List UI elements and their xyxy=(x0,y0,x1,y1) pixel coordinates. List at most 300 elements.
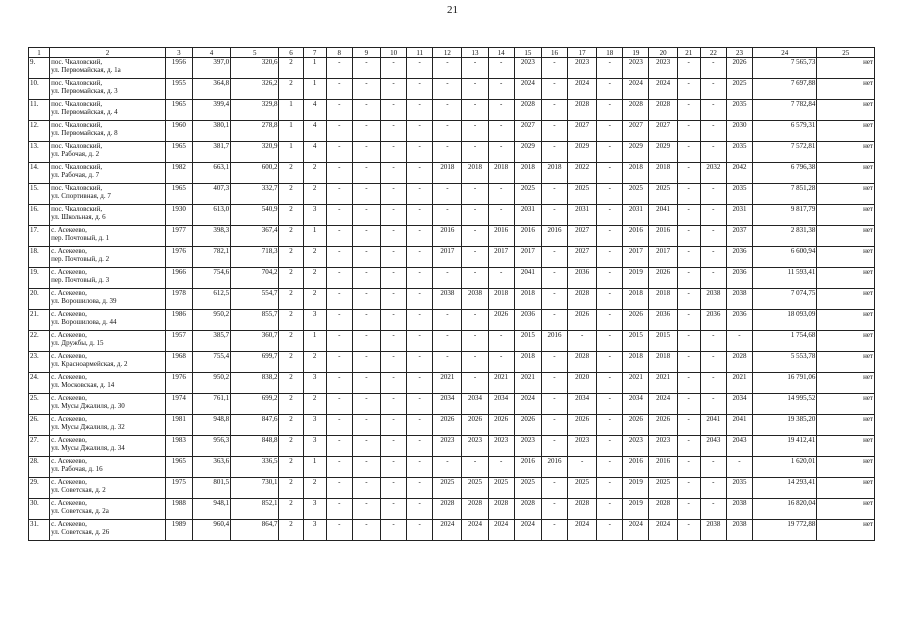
value-cell: 699,7 xyxy=(231,352,279,373)
row-number: 10. xyxy=(29,79,50,100)
value-cell: нет xyxy=(817,331,875,352)
table-row xyxy=(29,457,875,478)
value-cell: 2 xyxy=(279,184,303,205)
value-cell: 1965 xyxy=(165,142,192,163)
address-street: ул. Мусы Джалиля, д. 32 xyxy=(51,423,125,431)
address-locality: с. Асекеево, xyxy=(51,310,87,318)
value-cell: - xyxy=(541,520,567,541)
value-cell: 2026 xyxy=(726,58,752,79)
value-cell: - xyxy=(677,226,700,247)
value-cell: нет xyxy=(817,373,875,394)
value-cell: 2 xyxy=(279,226,303,247)
value-cell: 2 xyxy=(279,247,303,268)
value-cell: - xyxy=(462,247,488,268)
value-cell: - xyxy=(700,457,726,478)
address-cell xyxy=(50,268,166,289)
table-row xyxy=(29,331,875,352)
value-cell: 1 xyxy=(279,100,303,121)
value-cell: - xyxy=(433,142,462,163)
value-cell: - xyxy=(326,478,352,499)
value-cell: 2031 xyxy=(726,205,752,226)
address-cell xyxy=(50,415,166,436)
value-cell: 2025 xyxy=(568,478,597,499)
value-cell: - xyxy=(462,79,488,100)
row-number: 9. xyxy=(29,58,50,79)
address-street: ул. Мусы Джалиля, д. 34 xyxy=(51,444,125,452)
value-cell: - xyxy=(433,310,462,331)
value-cell: 2 xyxy=(303,289,326,310)
value-cell: 730,1 xyxy=(231,478,279,499)
value-cell: 2026 xyxy=(488,310,514,331)
value-cell: - xyxy=(677,247,700,268)
table-row xyxy=(29,142,875,163)
value-cell: 699,2 xyxy=(231,394,279,415)
value-cell: - xyxy=(700,121,726,142)
value-cell: - xyxy=(407,436,433,457)
value-cell: нет xyxy=(817,100,875,121)
value-cell: - xyxy=(352,415,380,436)
value-cell: - xyxy=(677,331,700,352)
value-cell: 4 xyxy=(303,142,326,163)
value-cell: - xyxy=(488,184,514,205)
address-cell xyxy=(50,247,166,268)
value-cell: - xyxy=(677,457,700,478)
address-street: ул. Рабочая, д. 16 xyxy=(51,465,103,473)
value-cell: 2024 xyxy=(568,520,597,541)
value-cell: - xyxy=(700,499,726,520)
value-cell: 1 620,01 xyxy=(753,457,817,478)
value-cell: 2023 xyxy=(514,58,541,79)
value-cell: - xyxy=(326,247,352,268)
value-cell: - xyxy=(326,436,352,457)
address-street: ул. Первомайская, д. 3 xyxy=(51,87,118,95)
column-number: 13 xyxy=(462,48,488,58)
value-cell: - xyxy=(381,226,407,247)
value-cell: - xyxy=(326,226,352,247)
value-cell: нет xyxy=(817,436,875,457)
table-row xyxy=(29,415,875,436)
column-number: 16 xyxy=(541,48,567,58)
value-cell: 2025 xyxy=(568,184,597,205)
value-cell: 1978 xyxy=(165,289,192,310)
value-cell: 332,7 xyxy=(231,184,279,205)
value-cell: 1974 xyxy=(165,394,192,415)
value-cell: 1968 xyxy=(165,352,192,373)
value-cell: 381,7 xyxy=(192,142,230,163)
value-cell: 2016 xyxy=(433,226,462,247)
address-locality: с. Асекеево, xyxy=(51,373,87,381)
value-cell: - xyxy=(407,226,433,247)
value-cell: - xyxy=(700,58,726,79)
value-cell: - xyxy=(352,247,380,268)
value-cell: 2 xyxy=(279,352,303,373)
value-cell: 1965 xyxy=(165,457,192,478)
value-cell: 2023 xyxy=(649,58,677,79)
value-cell: 855,7 xyxy=(231,310,279,331)
row-number: 22. xyxy=(29,331,50,352)
value-cell: 755,4 xyxy=(192,352,230,373)
value-cell: - xyxy=(568,457,597,478)
value-cell: 852,1 xyxy=(231,499,279,520)
value-cell: - xyxy=(677,205,700,226)
value-cell: 2018 xyxy=(514,163,541,184)
value-cell: - xyxy=(726,457,752,478)
column-number: 8 xyxy=(326,48,352,58)
value-cell: 847,6 xyxy=(231,415,279,436)
value-cell: 2028 xyxy=(488,499,514,520)
address-cell xyxy=(50,520,166,541)
value-cell: нет xyxy=(817,121,875,142)
value-cell: - xyxy=(597,415,623,436)
value-cell: 2 xyxy=(279,79,303,100)
value-cell: - xyxy=(326,289,352,310)
value-cell: 2029 xyxy=(623,142,649,163)
value-cell: 7 074,75 xyxy=(753,289,817,310)
value-cell: 2030 xyxy=(726,121,752,142)
value-cell: - xyxy=(433,121,462,142)
address-locality: с. Асекеево, xyxy=(51,226,87,234)
value-cell: 360,7 xyxy=(231,331,279,352)
column-number: 2 xyxy=(50,48,166,58)
value-cell: 2 xyxy=(279,478,303,499)
row-number: 31. xyxy=(29,520,50,541)
value-cell: - xyxy=(462,184,488,205)
value-cell: 2021 xyxy=(726,373,752,394)
value-cell: - xyxy=(433,184,462,205)
value-cell: 1 xyxy=(303,457,326,478)
value-cell: - xyxy=(677,121,700,142)
value-cell: 2034 xyxy=(623,394,649,415)
value-cell: - xyxy=(541,289,567,310)
value-cell: - xyxy=(352,226,380,247)
value-cell: 613,0 xyxy=(192,205,230,226)
value-cell: 2024 xyxy=(514,79,541,100)
value-cell: - xyxy=(597,163,623,184)
value-cell: - xyxy=(541,394,567,415)
value-cell: - xyxy=(597,310,623,331)
value-cell: - xyxy=(462,310,488,331)
value-cell: 2028 xyxy=(462,499,488,520)
value-cell: 2034 xyxy=(488,394,514,415)
value-cell: 2016 xyxy=(514,226,541,247)
value-cell: - xyxy=(326,268,352,289)
value-cell: 2027 xyxy=(568,247,597,268)
value-cell: 16 791,06 xyxy=(753,373,817,394)
value-cell: - xyxy=(407,373,433,394)
value-cell: 2023 xyxy=(462,436,488,457)
value-cell: 554,7 xyxy=(231,289,279,310)
value-cell: 7 851,28 xyxy=(753,184,817,205)
value-cell: 2018 xyxy=(514,352,541,373)
address-street: пер. Почтовый, д. 2 xyxy=(51,255,110,263)
value-cell: - xyxy=(677,100,700,121)
value-cell: 2026 xyxy=(568,310,597,331)
column-number-row xyxy=(29,48,875,58)
value-cell: - xyxy=(407,289,433,310)
value-cell: 612,5 xyxy=(192,289,230,310)
value-cell: 367,4 xyxy=(231,226,279,247)
value-cell: - xyxy=(407,499,433,520)
value-cell: 1981 xyxy=(165,415,192,436)
value-cell: - xyxy=(488,79,514,100)
value-cell: 1 xyxy=(303,226,326,247)
value-cell: 2038 xyxy=(726,499,752,520)
value-cell: 2019 xyxy=(623,478,649,499)
value-cell: - xyxy=(381,247,407,268)
value-cell: 2024 xyxy=(649,394,677,415)
value-cell: - xyxy=(541,121,567,142)
value-cell: - xyxy=(326,520,352,541)
value-cell: - xyxy=(541,499,567,520)
value-cell: - xyxy=(352,142,380,163)
value-cell: - xyxy=(677,184,700,205)
value-cell: 385,7 xyxy=(192,331,230,352)
value-cell: - xyxy=(700,184,726,205)
row-number: 14. xyxy=(29,163,50,184)
value-cell: - xyxy=(488,121,514,142)
address-locality: с. Асекеево, xyxy=(51,289,87,297)
value-cell: 1976 xyxy=(165,247,192,268)
value-cell: 2018 xyxy=(649,352,677,373)
value-cell: - xyxy=(407,184,433,205)
value-cell: - xyxy=(407,331,433,352)
value-cell: 2026 xyxy=(462,415,488,436)
value-cell: 2025 xyxy=(726,79,752,100)
value-cell: - xyxy=(597,268,623,289)
value-cell: - xyxy=(381,310,407,331)
value-cell: 838,2 xyxy=(231,373,279,394)
value-cell: - xyxy=(326,331,352,352)
value-cell: 1 754,68 xyxy=(753,331,817,352)
value-cell: - xyxy=(462,373,488,394)
value-cell: - xyxy=(677,58,700,79)
value-cell: 6 796,38 xyxy=(753,163,817,184)
value-cell: - xyxy=(326,142,352,163)
value-cell: 2035 xyxy=(726,478,752,499)
value-cell: 2025 xyxy=(649,184,677,205)
column-number: 25 xyxy=(817,48,875,58)
value-cell: 2024 xyxy=(568,79,597,100)
address-cell xyxy=(50,394,166,415)
value-cell: 2037 xyxy=(726,226,752,247)
value-cell: 2036 xyxy=(649,310,677,331)
value-cell: - xyxy=(462,352,488,373)
value-cell: 2038 xyxy=(433,289,462,310)
value-cell: - xyxy=(488,331,514,352)
value-cell: 2 xyxy=(303,268,326,289)
value-cell: - xyxy=(597,142,623,163)
value-cell: - xyxy=(407,247,433,268)
row-number: 24. xyxy=(29,373,50,394)
value-cell: - xyxy=(352,163,380,184)
value-cell: 398,3 xyxy=(192,226,230,247)
value-cell: 11 593,41 xyxy=(753,268,817,289)
value-cell: 2038 xyxy=(700,289,726,310)
address-locality: пос. Чкаловский, xyxy=(51,79,103,87)
value-cell: - xyxy=(433,205,462,226)
value-cell: - xyxy=(381,268,407,289)
column-number: 6 xyxy=(279,48,303,58)
address-locality: с. Асекеево, xyxy=(51,415,87,423)
value-cell: - xyxy=(352,457,380,478)
value-cell: - xyxy=(352,184,380,205)
address-locality: с. Асекеево, xyxy=(51,520,87,528)
value-cell: 2019 xyxy=(623,268,649,289)
value-cell: 1 xyxy=(303,58,326,79)
value-cell: 761,1 xyxy=(192,394,230,415)
value-cell: - xyxy=(352,58,380,79)
address-street: ул. Школьная, д. 6 xyxy=(51,213,106,221)
address-locality: с. Асекеево, xyxy=(51,268,87,276)
value-cell: 2023 xyxy=(488,436,514,457)
table-row xyxy=(29,121,875,142)
value-cell: - xyxy=(381,394,407,415)
value-cell: 1960 xyxy=(165,121,192,142)
value-cell: - xyxy=(700,373,726,394)
value-cell: 14 995,52 xyxy=(753,394,817,415)
value-cell: нет xyxy=(817,415,875,436)
value-cell: 1 xyxy=(279,121,303,142)
value-cell: - xyxy=(352,268,380,289)
value-cell: 2042 xyxy=(726,163,752,184)
value-cell: - xyxy=(326,184,352,205)
value-cell: 278,8 xyxy=(231,121,279,142)
address-locality: с. Асекеево, xyxy=(51,394,87,402)
value-cell: - xyxy=(381,436,407,457)
value-cell: 2036 xyxy=(726,310,752,331)
value-cell: - xyxy=(700,247,726,268)
value-cell: - xyxy=(433,100,462,121)
value-cell: 960,4 xyxy=(192,520,230,541)
value-cell: 2041 xyxy=(700,415,726,436)
value-cell: 7 572,81 xyxy=(753,142,817,163)
value-cell: нет xyxy=(817,289,875,310)
value-cell: - xyxy=(677,415,700,436)
value-cell: 2018 xyxy=(488,163,514,184)
value-cell: 2025 xyxy=(433,478,462,499)
value-cell: - xyxy=(381,415,407,436)
value-cell: 2028 xyxy=(568,289,597,310)
value-cell: 2017 xyxy=(433,247,462,268)
value-cell: 782,1 xyxy=(192,247,230,268)
value-cell: 399,4 xyxy=(192,100,230,121)
value-cell: - xyxy=(597,184,623,205)
address-street: ул. Первомайская, д. 1а xyxy=(51,66,121,74)
value-cell: 2031 xyxy=(514,205,541,226)
value-cell: 1 xyxy=(279,142,303,163)
value-cell: - xyxy=(326,310,352,331)
value-cell: - xyxy=(597,226,623,247)
table-row xyxy=(29,100,875,121)
value-cell: - xyxy=(381,373,407,394)
value-cell: 2 xyxy=(279,268,303,289)
address-street: ул. Рабочая, д. 7 xyxy=(51,171,100,179)
value-cell: 2 xyxy=(279,205,303,226)
value-cell: - xyxy=(541,79,567,100)
address-locality: с. Асекеево, xyxy=(51,478,87,486)
row-number: 16. xyxy=(29,205,50,226)
value-cell: - xyxy=(352,289,380,310)
address-street: ул. Первомайская, д. 4 xyxy=(51,108,118,116)
value-cell: 2028 xyxy=(726,352,752,373)
value-cell: - xyxy=(700,331,726,352)
value-cell: нет xyxy=(817,205,875,226)
value-cell: 2027 xyxy=(623,121,649,142)
column-number: 24 xyxy=(753,48,817,58)
value-cell: 2018 xyxy=(514,289,541,310)
value-cell: 2024 xyxy=(433,520,462,541)
value-cell: 326,2 xyxy=(231,79,279,100)
value-cell: - xyxy=(677,373,700,394)
value-cell: 2024 xyxy=(514,520,541,541)
table-row xyxy=(29,79,875,100)
value-cell: 2028 xyxy=(514,100,541,121)
value-cell: 2015 xyxy=(649,331,677,352)
address-cell xyxy=(50,352,166,373)
value-cell: 2018 xyxy=(541,163,567,184)
value-cell: - xyxy=(352,373,380,394)
value-cell: - xyxy=(541,373,567,394)
value-cell: 407,3 xyxy=(192,184,230,205)
value-cell: - xyxy=(488,100,514,121)
value-cell: 2018 xyxy=(623,289,649,310)
value-cell: 320,6 xyxy=(231,58,279,79)
value-cell: 2035 xyxy=(726,184,752,205)
value-cell: нет xyxy=(817,268,875,289)
value-cell: 4 xyxy=(303,100,326,121)
table-row xyxy=(29,226,875,247)
value-cell: нет xyxy=(817,310,875,331)
value-cell: 3 xyxy=(303,499,326,520)
value-cell: 2 xyxy=(303,394,326,415)
value-cell: - xyxy=(700,142,726,163)
value-cell: 2016 xyxy=(541,331,567,352)
value-cell: 2 xyxy=(303,352,326,373)
value-cell: 2034 xyxy=(726,394,752,415)
value-cell: - xyxy=(597,121,623,142)
value-cell: 2018 xyxy=(433,163,462,184)
value-cell: - xyxy=(407,394,433,415)
value-cell: 5 553,78 xyxy=(753,352,817,373)
table-row xyxy=(29,436,875,457)
value-cell: 2028 xyxy=(568,100,597,121)
address-cell xyxy=(50,289,166,310)
value-cell: - xyxy=(462,58,488,79)
value-cell: - xyxy=(700,394,726,415)
row-number: 19. xyxy=(29,268,50,289)
value-cell: нет xyxy=(817,79,875,100)
value-cell: - xyxy=(597,289,623,310)
value-cell: 848,8 xyxy=(231,436,279,457)
value-cell: - xyxy=(597,394,623,415)
value-cell: 2026 xyxy=(623,415,649,436)
address-locality: пос. Чкаловский, xyxy=(51,100,103,108)
value-cell: 1956 xyxy=(165,58,192,79)
address-street: ул. Мусы Джалиля, д. 30 xyxy=(51,402,125,410)
value-cell: - xyxy=(326,352,352,373)
value-cell: 3 xyxy=(303,436,326,457)
value-cell: 2023 xyxy=(433,436,462,457)
address-street: ул. Красноармейская, д. 2 xyxy=(51,360,128,368)
column-number: 14 xyxy=(488,48,514,58)
row-number: 18. xyxy=(29,247,50,268)
value-cell: 2025 xyxy=(514,184,541,205)
value-cell: 3 xyxy=(303,520,326,541)
value-cell: 2021 xyxy=(514,373,541,394)
value-cell: 329,8 xyxy=(231,100,279,121)
table-row xyxy=(29,58,875,79)
value-cell: - xyxy=(407,163,433,184)
